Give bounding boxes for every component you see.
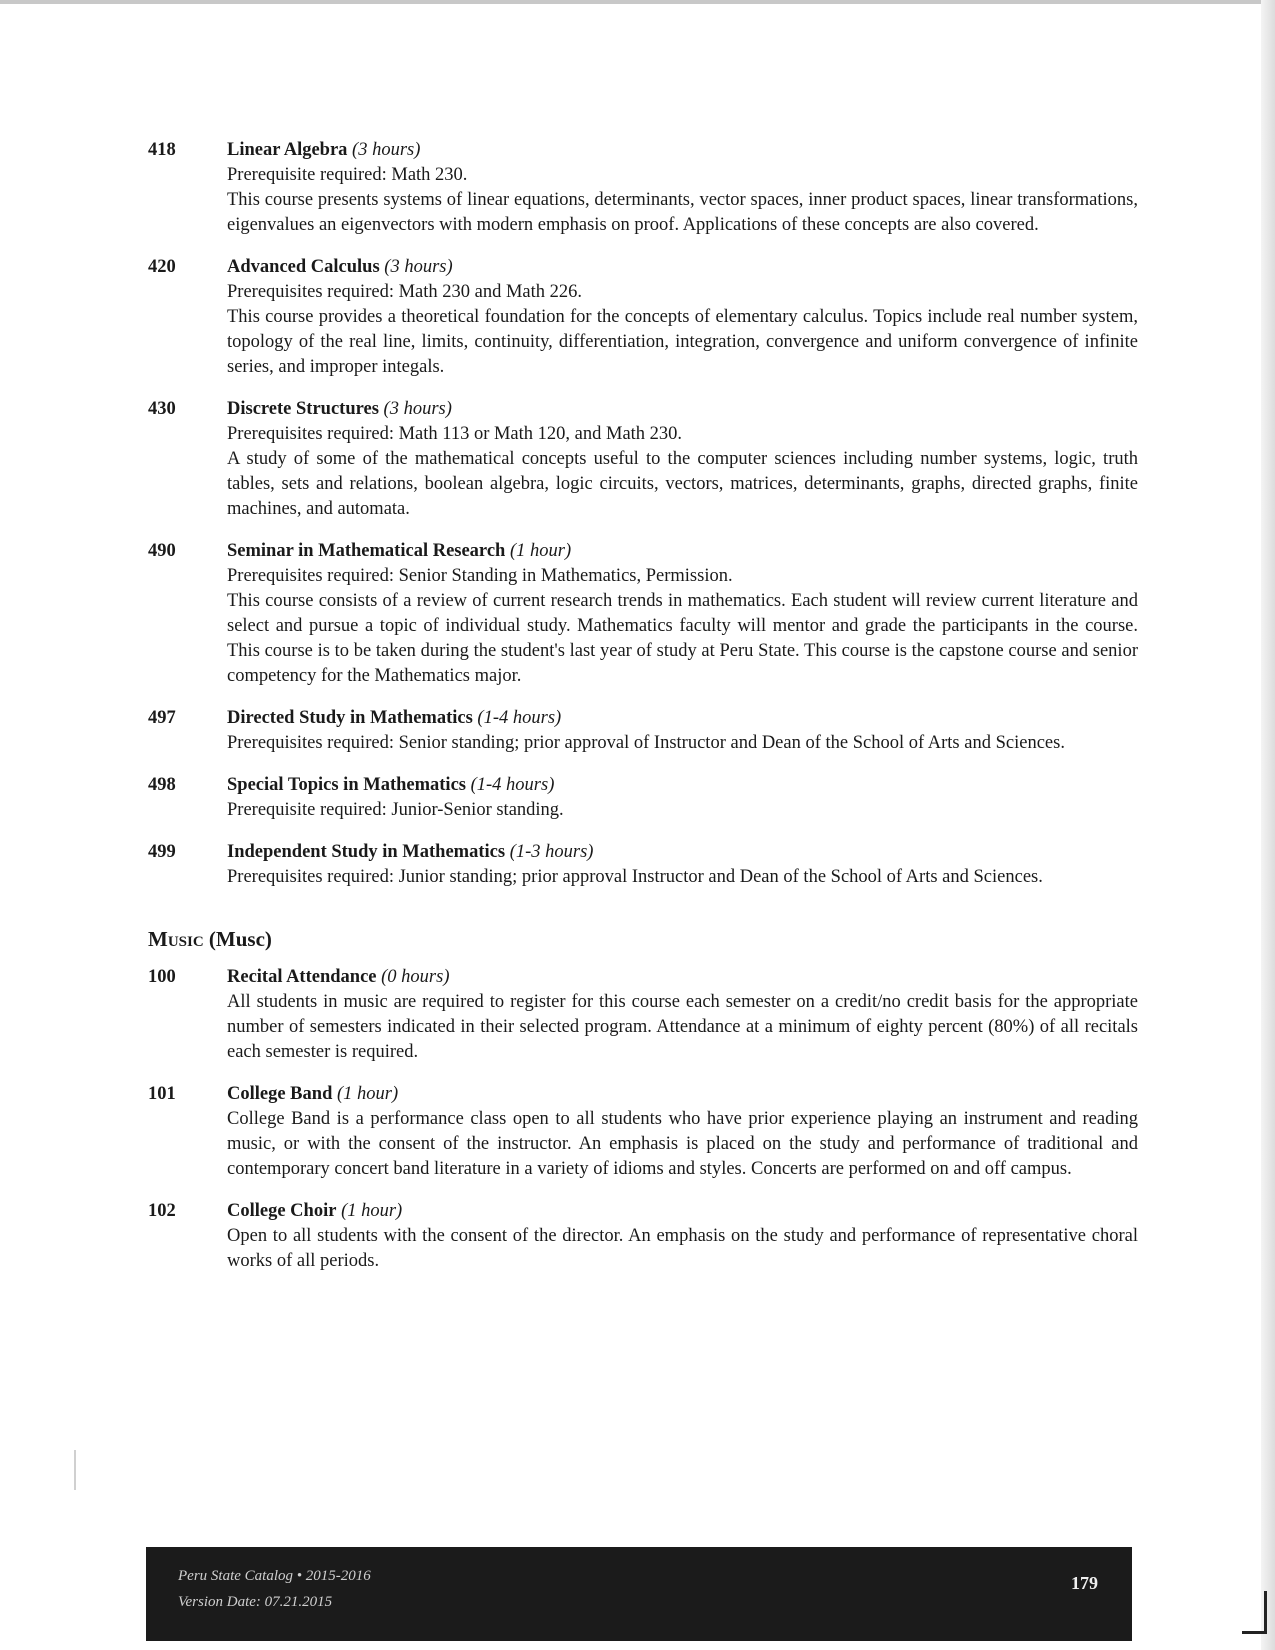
course-code: 101 [148,1084,176,1104]
scan-mark [74,1450,76,1490]
course-entry-musc-100 [148,965,1138,1065]
course-code: 102 [148,1201,176,1221]
course-hours: (1-3 hours) [509,842,594,862]
course-title: Recital Attendance [227,967,377,987]
course-hours: (3 hours) [352,140,421,160]
course-description: Open to all students with the consent of the director. An emphasis on the study and performance of representative choral works of all periods. [227,1226,1138,1271]
course-code: 420 [148,257,176,277]
course-entry-math-420 [148,255,1138,380]
course-hours: (1 hour) [509,541,572,561]
course-prerequisite: Prerequisites required: Senior Standing in Mathematics, Permission. [227,566,733,586]
course-title-line [227,965,1138,990]
course-hours: (1-4 hours) [470,775,555,795]
course-title: Discrete Structures [227,399,379,419]
course-description: This course consists of a review of current research trends in mathematics. Each student will review current literature and select and pursue a topic of individual study. Mathematics faculty will mentor and grade the participants in the course. This course is to be taken during the student's last year of study at Peru State. This course is the capstone course and senior competency for the Mathematics major. [227,591,1138,686]
course-body [227,1199,1138,1274]
footer-catalog-title: Peru State Catalog • 2015-2016 [178,1568,371,1584]
course-hours: (3 hours) [383,399,452,419]
course-title-line [227,1199,1138,1224]
course-hours: (1 hour) [341,1201,403,1221]
course-body [227,773,1138,823]
course-body [227,138,1138,238]
course-title-line [227,539,1138,564]
course-body [227,1082,1138,1182]
footer-version-date: Version Date: 07.21.2015 [178,1594,333,1610]
course-title: Independent Study in Mathematics [227,842,506,862]
course-code: 100 [148,967,176,987]
course-title-line [227,1082,1138,1107]
page-right-edge [1261,0,1275,1650]
course-code: 499 [148,842,176,862]
section-name: Music [148,927,204,951]
course-body [227,840,1138,890]
footer-catalog-info [178,1563,371,1615]
course-code: 490 [148,541,176,561]
course-title: Seminar in Mathematical Research [227,541,506,561]
section-abbreviation: (Musc) [208,927,272,951]
course-code: 498 [148,775,176,795]
course-title-line [227,138,1138,163]
course-description: All students in music are required to register for this course each semester on a credit/no credit basis for the appropriate number of semesters indicated in their selected program. Attendance at a minimum of eighty percent (80%) of all recitals each semester is required. [227,992,1138,1062]
course-hours: (0 hours) [381,967,450,987]
course-entry-musc-101 [148,1082,1138,1182]
course-title: Linear Algebra [227,140,348,160]
course-hours: (3 hours) [384,257,453,277]
course-prerequisite: Prerequisites required: Math 113 or Math 120, and Math 230. [227,424,683,444]
course-entry-math-490 [148,539,1138,689]
course-title: College Choir [227,1201,337,1221]
course-title-line [227,397,1138,422]
course-description: A study of some of the mathematical concepts useful to the computer sciences including number systems, logic, truth tables, sets and relations, boolean algebra, logic circuits, vectors, matrices, determinants, graphs, directed graphs, finite machines, and automata. [227,449,1138,519]
course-entry-musc-102 [148,1199,1138,1274]
page-footer [146,1547,1132,1641]
course-title: Special Topics in Mathematics [227,775,466,795]
course-title-line [227,706,1138,731]
course-code: 418 [148,140,176,160]
course-prerequisite: Prerequisites required: Senior standing; prior approval of Instructor and Dean of the School of Arts and Sciences. [227,733,1065,753]
course-title: Directed Study in Mathematics [227,708,473,728]
course-entry-math-430 [148,397,1138,522]
section-heading-music [148,927,1138,952]
page-number: 179 [1071,1573,1098,1593]
course-description: College Band is a performance class open to all students who have prior experience playing an instrument and reading music, or with the consent of the instructor. An emphasis is placed on the study and performance of traditional and contemporary concert band literature in a variety of idioms and styles. Concerts are performed on and off campus. [227,1109,1138,1179]
course-title-line [227,840,1138,865]
course-code: 430 [148,399,176,419]
course-prerequisite: Prerequisites required: Math 230 and Math 226. [227,282,583,302]
course-hours: (1-4 hours) [477,708,562,728]
course-code: 497 [148,708,176,728]
course-entry-math-497 [148,706,1138,756]
course-prerequisite: Prerequisites required: Junior standing; prior approval Instructor and Dean of the School of Arts and Sciences. [227,867,1043,887]
page-top-edge [0,0,1275,4]
crop-corner-mark [1242,1591,1267,1634]
course-prerequisite: Prerequisite required: Math 230. [227,165,468,185]
course-entry-math-498 [148,773,1138,823]
course-title-line [227,255,1138,280]
course-title-line [227,773,1138,798]
course-description: This course provides a theoretical foundation for the concepts of elementary calculus. Topics include real number system, topology of the real line, limits, continuity, differentiation, integration, convergence and uniform convergence of infinite series, and improper integals. [227,307,1138,377]
course-body [227,255,1138,380]
course-description: This course presents systems of linear equations, determinants, vector spaces, inner product spaces, linear transformations, eigenvalues an eigenvectors with modern emphasis on proof. Applications of these concepts are also covered. [227,190,1138,235]
course-hours: (1 hour) [336,1084,399,1104]
course-entry-math-499 [148,840,1138,890]
course-body [227,706,1138,756]
course-prerequisite: Prerequisite required: Junior-Senior standing. [227,800,564,820]
course-title: College Band [227,1084,333,1104]
course-body [227,965,1138,1065]
course-body [227,397,1138,522]
course-entry-math-418 [148,138,1138,238]
course-body [227,539,1138,689]
course-title: Advanced Calculus [227,257,380,277]
catalog-content [148,138,1138,1274]
